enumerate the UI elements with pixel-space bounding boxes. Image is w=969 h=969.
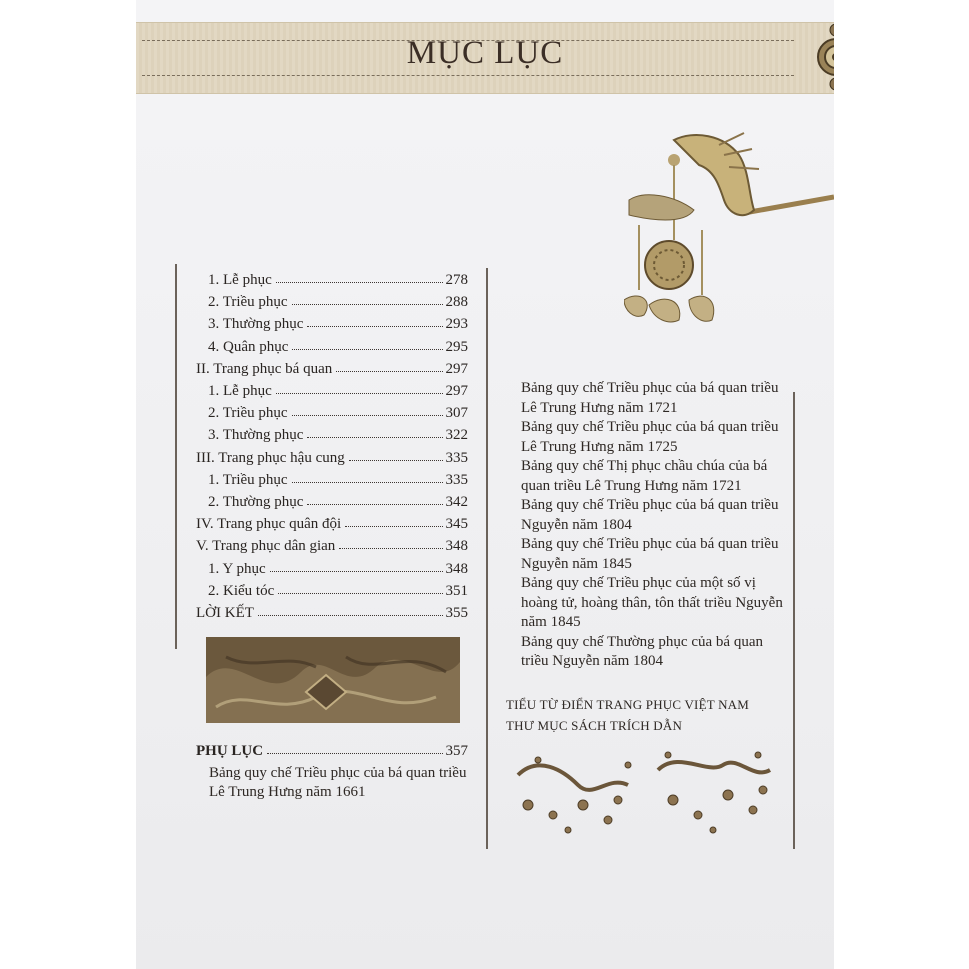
toc-row-label: 3. Thường phục <box>208 427 304 444</box>
toc-row-label: III. Trang phục hậu cung <box>196 449 345 466</box>
appendix-item-line: Bảng quy chế Thường phục của bá quan <box>521 633 763 650</box>
page-title: MỤC LỤC <box>406 35 564 71</box>
leader-dots <box>345 526 443 527</box>
leader-dots <box>307 504 443 505</box>
hairpin-ornament-image <box>624 125 834 340</box>
right-column-rule <box>793 392 795 849</box>
page-number: 345 <box>445 516 468 533</box>
appendix-item-line: Nguyễn năm 1845 <box>521 555 632 572</box>
appendix-item-line: hoàng tử, hoàng thân, tôn thất triều Nguyễn <box>521 594 783 611</box>
leader-dots <box>307 326 443 327</box>
dragon-embroidery-image <box>508 745 778 840</box>
toc-row-label: 1. Triều phục <box>208 471 288 488</box>
appendix-item-line: quan triều Lê Trung Hưng năm 1721 <box>521 477 742 494</box>
toc-row-label: V. Trang phục dân gian <box>196 538 336 555</box>
leader-dots <box>276 282 443 283</box>
page-number: 342 <box>445 494 468 510</box>
appendix-item-line: Nguyễn năm 1804 <box>521 516 632 533</box>
leader-dots <box>270 571 443 572</box>
page-number: 295 <box>445 338 468 355</box>
appendix-item-line: Bảng quy chế Triều phục của bá quan triều <box>521 536 779 552</box>
page-number: 348 <box>445 538 468 555</box>
leader-dots <box>336 371 443 372</box>
leader-dots <box>292 349 443 350</box>
left-column-rule <box>175 264 177 649</box>
center-column-rule <box>486 268 488 849</box>
leader-dots <box>292 304 443 305</box>
appendix-item-line: Bảng quy chế Thị phục chầu chúa của bá <box>521 458 768 474</box>
leader-dots <box>339 548 443 549</box>
appendix-item-line: triều Nguyễn năm 1804 <box>521 653 664 669</box>
toc-row-label: 3. Thường phục <box>208 316 304 333</box>
appendix-label: PHỤ LỤC <box>196 743 264 759</box>
toc-row-label: 2. Thường phục <box>208 494 304 510</box>
leader-dots <box>278 593 443 594</box>
dictionary-heading[interactable]: TIỂU TỪ ĐIỂN TRANG PHỤC VIỆT NAM <box>506 697 750 712</box>
page-number: 357 <box>445 743 468 759</box>
book-page <box>136 0 834 969</box>
toc-row-label: LỜI KẾT <box>196 605 254 621</box>
leader-dots <box>292 415 443 416</box>
page-number: 355 <box>445 605 468 621</box>
appendix-item-line: năm 1845 <box>521 614 581 630</box>
appendix-item-line: Bảng quy chế Triều phục của bá quan triều <box>209 765 467 781</box>
page-number: 288 <box>445 294 468 311</box>
banner-ornament-icon <box>810 22 834 92</box>
toc-row-label: 1. Lễ phục <box>208 272 272 288</box>
bibliography-heading[interactable]: THƯ MỤC SÁCH TRÍCH DẪN <box>506 718 683 733</box>
toc-row-label: 1. Y phục <box>208 560 266 577</box>
page-number: 348 <box>445 560 468 577</box>
appendix-item-line: Bảng quy chế Triều phục của bá quan triều <box>521 380 779 396</box>
appendix-item-line: Bảng quy chế Triều phục của bá quan triều <box>521 497 779 513</box>
page-number: 322 <box>445 427 468 444</box>
toc-row-label: II. Trang phục bá quan <box>196 360 333 377</box>
page-number: 297 <box>445 383 468 399</box>
appendix-item-line: Bảng quy chế Triều phục của bá quan triều <box>521 419 779 435</box>
page-number: 307 <box>445 405 468 422</box>
page-number: 335 <box>445 471 468 488</box>
appendix-item-line: Lê Trung Hưng năm 1721 <box>521 399 678 416</box>
toc-row-label: 4. Quân phục <box>208 338 289 355</box>
leader-dots <box>292 482 443 483</box>
toc-row-label: 2. Triều phục <box>208 405 288 422</box>
toc-row-label: 2. Kiểu tóc <box>208 582 275 599</box>
toc-row-label: 1. Lễ phục <box>208 383 272 399</box>
leader-dots <box>307 437 443 438</box>
toc-row-label: 2. Triều phục <box>208 294 288 311</box>
page-number: 351 <box>445 582 468 599</box>
leader-dots <box>258 615 443 616</box>
title-banner <box>136 22 834 94</box>
page-number: 297 <box>445 360 468 377</box>
page-number: 335 <box>445 449 468 466</box>
banner-dash-bottom <box>142 75 794 76</box>
page-number: 293 <box>445 316 468 333</box>
appendix-item-line: Lê Trung Hưng năm 1661 <box>209 784 366 800</box>
appendix-item-line: Bảng quy chế Triều phục của một số vị <box>521 575 756 591</box>
stone-relief-image <box>206 637 460 723</box>
toc-row-label: IV. Trang phục quân đội <box>196 516 342 533</box>
appendix-item-line: Lê Trung Hưng năm 1725 <box>521 438 678 455</box>
leader-dots <box>349 460 443 461</box>
leader-dots <box>276 393 443 394</box>
page-number: 278 <box>445 272 468 288</box>
leader-dots <box>267 753 443 754</box>
